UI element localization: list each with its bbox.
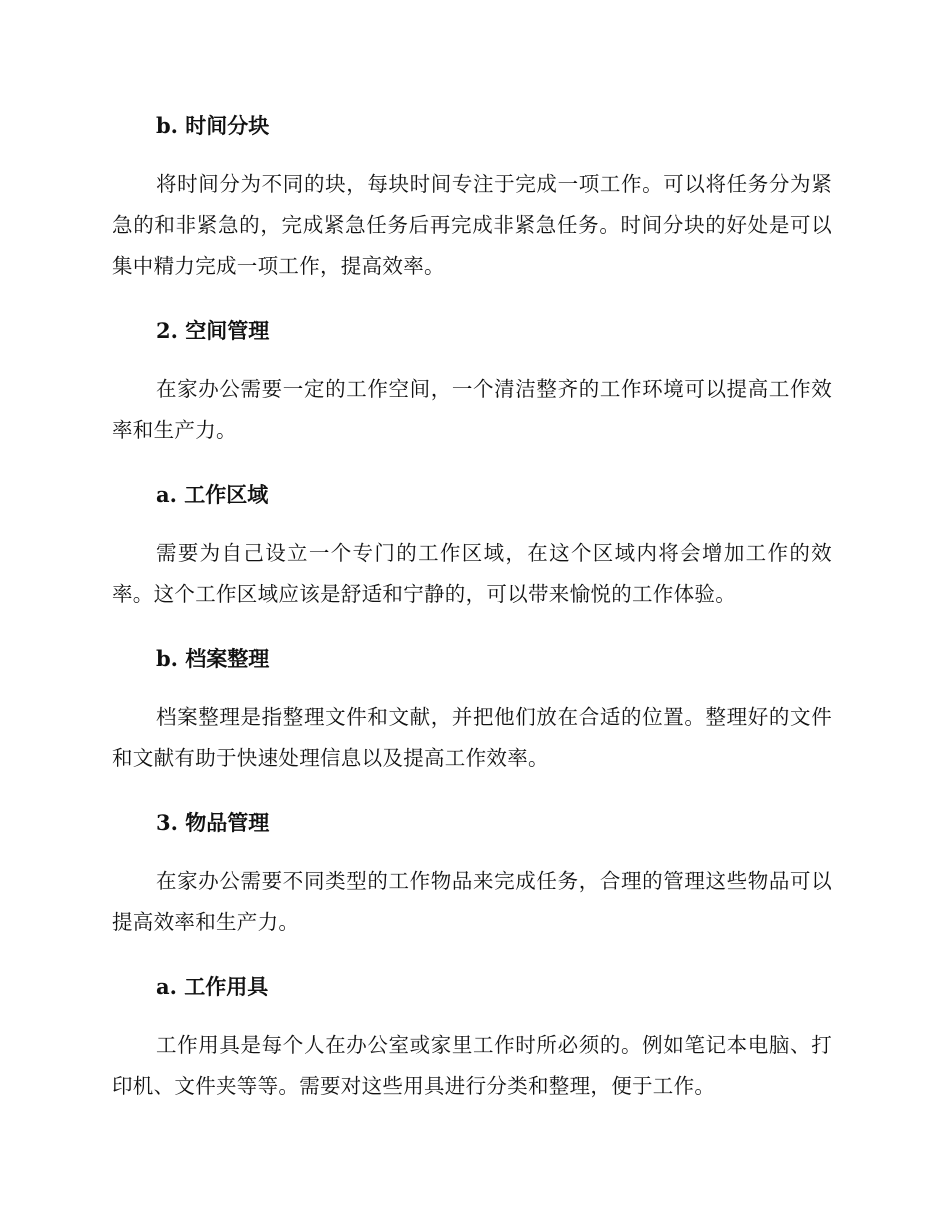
section-paragraph-work-tools: 工作用具是每个人在办公室或家里工作时所必须的。例如笔记本电脑、打印机、文件夹等等。需要对这些用具进行分类和整理，便于工作。 (112, 1033, 832, 1098)
section-paragraph-work-area: 需要为自己设立一个专门的工作区域，在这个区域内将会增加工作的效率。这个工作区域应该是舒适和宁静的，可以带来愉悦的工作体验。 (112, 541, 832, 606)
document-page (112, 110, 832, 1135)
section-paragraph-file-organization: 档案整理是指整理文件和文献，并把他们放在合适的位置。整理好的文件和文献有助于快速处理信息以及提高工作效率。 (112, 705, 832, 770)
section-heading-time-blocking: b. 时间分块 (156, 113, 270, 138)
section-paragraph-time-blocking: 将时间分为不同的块，每块时间专注于完成一项工作。可以将任务分为紧急的和非紧急的，完成紧急任务后再完成非紧急任务。时间分块的好处是可以集中精力完成一项工作，提高效率。 (112, 172, 832, 278)
section-paragraph-space-management: 在家办公需要一定的工作空间，一个清洁整齐的工作环境可以提高工作效率和生产力。 (112, 377, 832, 442)
section-heading-file-organization: b. 档案整理 (156, 646, 270, 671)
section-paragraph-item-management: 在家办公需要不同类型的工作物品来完成任务，合理的管理这些物品可以提高效率和生产力。 (112, 869, 832, 934)
section-heading-item-management: 3. 物品管理 (156, 810, 270, 835)
section-heading-work-tools: a. 工作用具 (156, 974, 269, 999)
section-heading-space-management: 2. 空间管理 (156, 318, 270, 343)
section-heading-work-area: a. 工作区域 (156, 482, 269, 507)
